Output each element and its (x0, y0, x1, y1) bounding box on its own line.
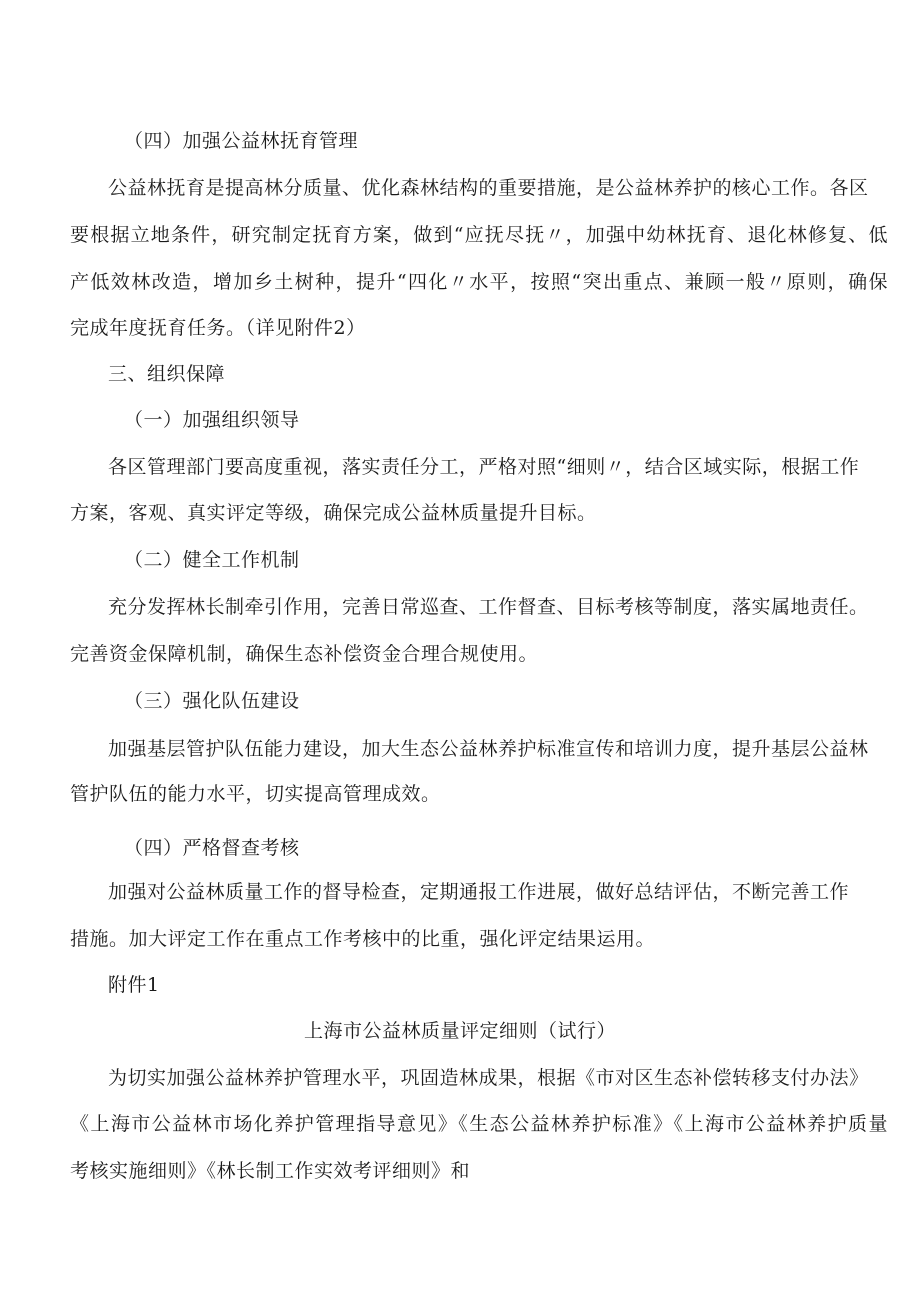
paragraph-line: 措施。加大评定工作在重点工作考核中的比重，强化评定结果运用。 (70, 928, 656, 950)
paragraph-line: 公益林抚育是提高林分质量、优化森林结构的重要措施，是公益林养护的核心工作。各区 (108, 177, 869, 199)
part-three-title: 三、组织保障 (108, 363, 226, 385)
paragraph-line: 完成年度抚育任务。（详见附件2） (70, 317, 366, 339)
paragraph-line: 完善资金保障机制，确保生态补偿资金合理合规使用。 (70, 643, 539, 665)
paragraph-line: 管护队伍的能力水平，切实提高管理成效。 (70, 783, 441, 805)
paragraph-line: 方案，客观、真实评定等级，确保完成公益林质量提升目标。 (70, 502, 597, 524)
paragraph-line: 各区管理部门要高度重视，落实责任分工，严格对照“细则〃，结合区域实际，根据工作 (108, 456, 860, 478)
org-section-3-title: （三）强化队伍建设 (124, 690, 300, 712)
paragraph-line: 加强基层管护队伍能力建设，加大生态公益林养护标准宣传和培训力度，提升基层公益林 (108, 738, 869, 760)
org-section-1-title: （一）加强组织领导 (124, 409, 300, 431)
paragraph-line: 《上海市公益林市场化养护管理指导意见》《生态公益林养护标准》《上海市公益林养护质量 (70, 1113, 888, 1135)
paragraph-line: 为切实加强公益林养护管理水平，巩固造林成果，根据《市对区生态补偿转移支付办法》 (108, 1067, 869, 1089)
paragraph-line: 加强对公益林质量工作的督导检查，定期通报工作进展，做好总结评估，不断完善工作 (108, 881, 850, 903)
paragraph-line: 考核实施细则》《林长制工作实效考评细则》和 (70, 1160, 471, 1182)
paragraph-line: 充分发挥林长制牵引作用，完善日常巡查、工作督查、目标考核等制度，落实属地责任。 (108, 596, 869, 618)
paragraph-line: 产低效林改造，增加乡土树种，提升“四化〃水平，按照“突出重点、兼顾一般〃原则，确保 (70, 271, 888, 293)
paragraph-line: 要根据立地条件，研究制定抚育方案，做到“应抚尽抚〃，加强中幼林抚育、退化林修复、低 (70, 224, 888, 246)
attachment-title: 上海市公益林质量评定细则（试行） (303, 1020, 616, 1042)
org-section-2-title: （二）健全工作机制 (124, 549, 300, 571)
section-four-title: （四）加强公益林抚育管理 (124, 130, 359, 152)
attachment-label: 附件1 (108, 974, 160, 996)
org-section-4-title: （四）严格督查考核 (124, 837, 300, 859)
